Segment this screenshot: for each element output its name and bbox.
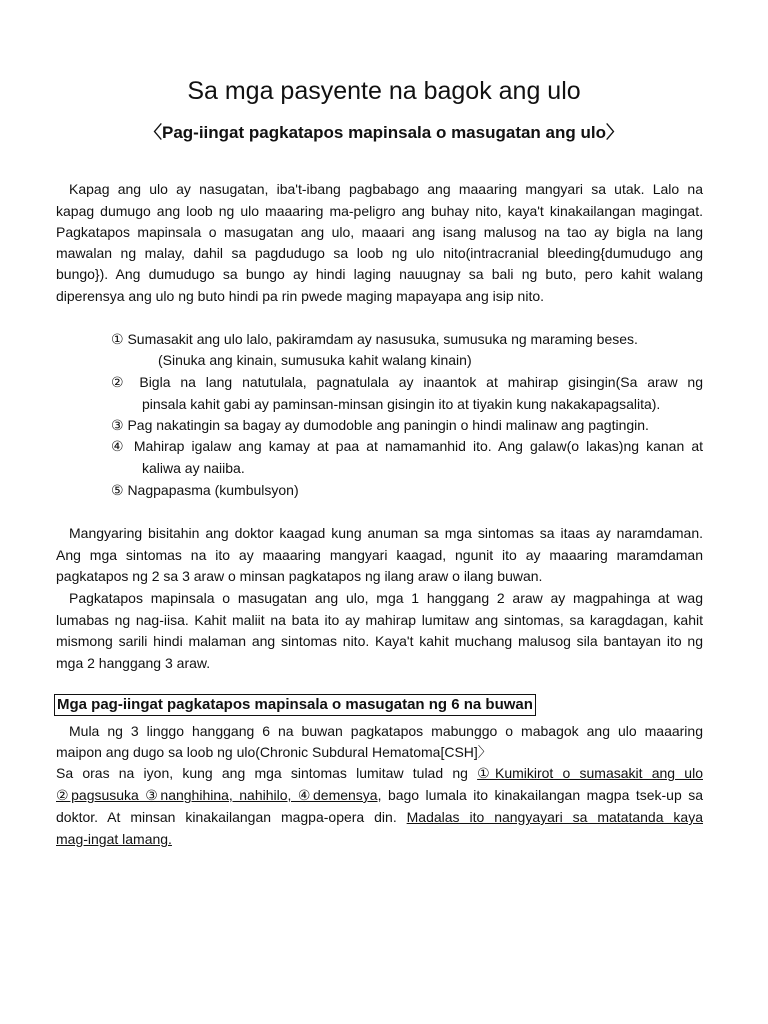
advice-line-2: Ang mga sintomas na ito ay maaaring mangyari kaagad, ngunit ito ay maaaring maramdaman xyxy=(56,547,703,563)
advice-line-1: Mangyaring bisitahin ang doktor kaagad kung anuman sa mga sintomas sa itaas ay naramdaman. xyxy=(69,525,703,541)
symptom-item-1-note: (Sinuka ang kinain, sumusuka kahit walang kinain) xyxy=(158,352,472,368)
advice-line-7: mga 2 hanggang 3 araw. xyxy=(56,655,211,671)
symptom-item-1: ① Sumasakit ang ulo lalo, pakiramdam ay nasusuka, sumusuka ng maraming beses. xyxy=(111,331,638,347)
section-line-6 xyxy=(56,828,703,850)
intro-line-1: Kapag ang ulo ay nasugatan, iba't-ibang pagbabago ang maaaring mangyari sa utak. Lalo na xyxy=(69,181,703,197)
intro-line-6: diperensya ang ulo ng buto hindi pa rin pwede maging mapayapa ang isip nito. xyxy=(56,288,545,304)
section-line-1: Mula ng 3 linggo hanggang 6 na buwan pagkatapos mabunggo o mabagok ang ulo maaaring xyxy=(69,723,703,739)
intro-line-3: Pagkatapos mapinsala o masugatan ang ulo, maaari ang isang malusog na tao ay bigla na lang xyxy=(56,224,703,240)
symptom-item-4-cont: kaliwa ay naiiba. xyxy=(142,460,245,476)
intro-line-4: mawalan ng malay, dahil sa pagdudugo sa loob ng ulo nito(intracranial bleeding{dumudugo ang xyxy=(56,245,703,261)
section-line-3 xyxy=(56,762,703,784)
section-line-2: maipon ang dugo sa loob ng ulo(Chronic Subdural Hematoma[CSH]〉 xyxy=(56,744,492,760)
symptom-item-2-cont: pinsala kahit gabi ay paminsan-minsan gisingin ito at tiyakin kung nakakapagsalita). xyxy=(142,396,661,412)
warning-underlined-end: mag-ingat lamang. xyxy=(56,831,172,847)
intro-line-2: kapag dumugo ang loob ng ulo maaaring ma-peligro ang buhay nito, kaya't kinakailangan magingat. xyxy=(56,203,703,219)
page-subtitle: 〈Pag-iingat pagkatapos mapinsala o masugatan ang ulo〉 xyxy=(145,123,623,142)
advice-line-3: pagkatapos ng 2 sa 3 araw o minsan pagkatapos ng ilang araw o ilang buwan. xyxy=(56,568,543,584)
symptom-item-4: ④ Mahirap igalaw ang kamay at paa at namamanhid ito. Ang galaw(o lakas)ng kanan at xyxy=(111,438,703,454)
page-title: Sa mga pasyente na bagok ang ulo xyxy=(187,77,581,105)
section-line-3-text: Sa oras na iyon, kung ang mga sintomas lumitaw tulad ng xyxy=(56,765,478,781)
symptom-underlined-2: ②pagsusuka ③nanghihina, nahihilo, ④demensya, xyxy=(56,787,382,803)
section-line-5-text: doktor. At minsan kinakailangan magpa-opera din. xyxy=(56,809,407,825)
intro-line-5: bungo}). Ang dumudugo sa bungo ay hindi laging nauugnay sa bali ng buto, pero kahit walang xyxy=(56,266,703,282)
section-line-4 xyxy=(56,784,703,806)
symptom-item-5: ⑤ Nagpapasma (kumbulsyon) xyxy=(111,482,299,498)
advice-line-5: lumabas ng nag-iisa. Kahit maliit na bata ito ay mahirap lumitaw ang sintomas, sa karagdagan, kahit xyxy=(56,612,703,628)
symptom-underlined-1: ①Kumikirot o sumasakit ang ulo xyxy=(477,765,703,781)
advice-line-4: Pagkatapos mapinsala o masugatan ang ulo, mga 1 hanggang 2 araw ay magpahinga at wag xyxy=(69,590,703,606)
symptom-item-2: ② Bigla na lang natutulala, pagnatulala ay inaantok at mahirap gisingin(Sa araw ng xyxy=(111,374,703,390)
section-line-4-text: bago lumala ito kinakailangan magpa tsek-up sa xyxy=(381,787,703,803)
section-line-5 xyxy=(56,806,703,828)
symptom-item-3: ③ Pag nakatingin sa bagay ay dumodoble ang paningin o hindi malinaw ang pagtingin. xyxy=(111,417,649,433)
section-heading: Mga pag-iingat pagkatapos mapinsala o masugatan ng 6 na buwan xyxy=(54,694,536,716)
advice-line-6: mismong sarili hindi malaman ang sintomas nito. Kaya't kahit muchang malusog sila bantayan ito ng xyxy=(56,633,703,649)
warning-underlined: Madalas ito nangyayari sa matatanda kaya xyxy=(406,809,703,825)
